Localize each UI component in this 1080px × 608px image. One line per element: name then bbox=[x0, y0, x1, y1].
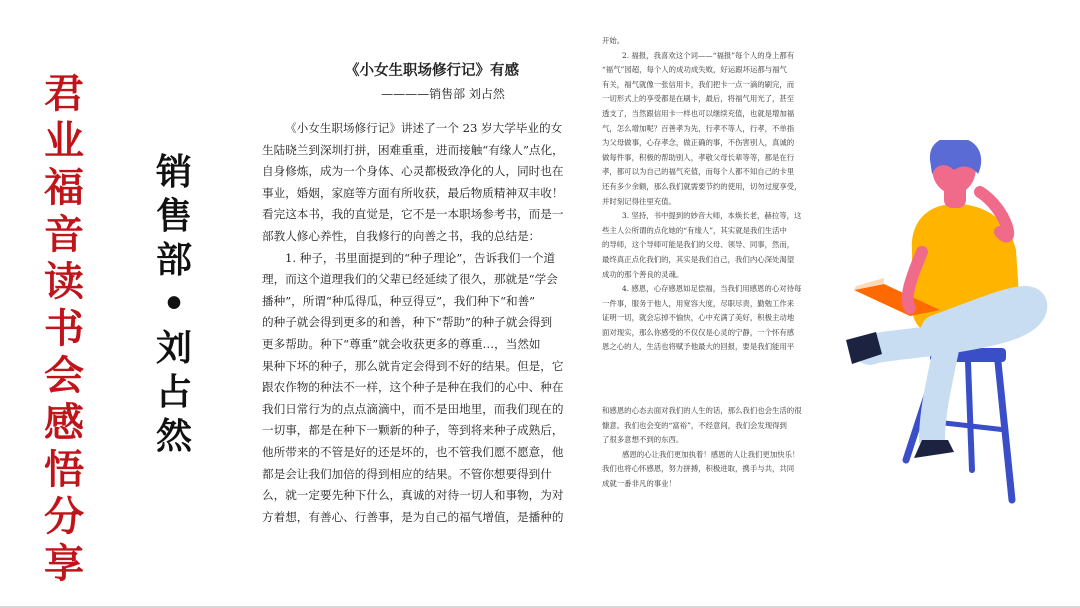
text-line: 4. 感恩，心存感恩如足偿福，当我们用感恩的心对待每 bbox=[622, 284, 802, 294]
event-title-char: 会 bbox=[44, 352, 84, 399]
text-line: 跟农作物的种法不一样，这个种子是种在我们的心中、种在 bbox=[262, 380, 564, 395]
event-title-char: 感 bbox=[44, 399, 84, 446]
text-line: 做每件事，积极的帮助别人，孝敬父母长辈等等，都是在行 bbox=[602, 152, 795, 162]
text-line: 理，而这个道理我们的父辈已经延续了很久，那就是“学会 bbox=[262, 272, 558, 287]
text-line: 事业，婚姻，家庭等方面有所收获，最后物质精神双丰收！ bbox=[262, 185, 564, 200]
text-line: 的导师，这个导师可能是我们的父母、领导、同事，然而， bbox=[602, 240, 795, 250]
text-line: 3. 坚持，书中提到的妙音大师，本焕长老，赫拉等，这 bbox=[622, 211, 802, 221]
text-line: 我们也将心怀感恩，努力拼搏，积极进取，携手与共，共同 bbox=[602, 464, 795, 474]
text-line: 1. 种子，书里面提到的“种子理论”，告诉我们一个道 bbox=[285, 250, 556, 265]
text-line: 看完这本书，我的直觉是，它不是一本职场参考书，而是一 bbox=[262, 207, 564, 222]
author-name-char: 刘 bbox=[155, 327, 192, 369]
author-name-char: 售 bbox=[155, 195, 192, 237]
text-line: 方着想，有善心、行善事，是为自己的福气增值，是播种的 bbox=[262, 509, 564, 524]
text-line: “福气”园超，每个人的成功成失败，好运跟坏运都与福气 bbox=[602, 65, 787, 75]
event-title-char: 福 bbox=[44, 164, 84, 211]
article-page-left bbox=[262, 58, 568, 568]
article-body bbox=[262, 118, 568, 528]
event-title-char: 音 bbox=[44, 211, 84, 258]
text-line: 还有多少余额，那么我们就需要节约的使用，切勿过度享受， bbox=[602, 181, 802, 191]
text-line: 面对现实，那么你感受的不仅仅是心灵的宁静，一个怀有感 bbox=[602, 327, 795, 337]
text-line: 感恩的心让我们更加执着！感恩的人让我们更加快乐！ bbox=[622, 449, 800, 459]
text-line: 更多帮助。种下“尊重”就会收获更多的尊重…，当然如 bbox=[262, 336, 541, 351]
event-title-char: 读 bbox=[44, 258, 84, 305]
reading-person-illustration bbox=[840, 140, 1050, 510]
text-line: 慷意。我们也会变的“富裕”，不经意间，我们会发现得到 bbox=[602, 420, 787, 430]
text-line: 的种子就会得到更多的和善，种下“帮助”的种子就会得到 bbox=[262, 315, 553, 330]
text-line: 恩之心的人，生活也将赋予他最大的回报，要是我们能用平 bbox=[602, 342, 795, 352]
text-line: 么，就一定要先种下什么，真诚的对待一切人和事物，为对 bbox=[262, 488, 564, 503]
author-name-vertical bbox=[148, 150, 200, 458]
article-title: 《小女生职场修行记》有感 bbox=[345, 62, 519, 79]
text-line: 《小女生职场修行记》讲述了一个 23 岁大学毕业的女 bbox=[285, 121, 563, 135]
text-line: 和感恩的心态去面对我们的人生的话，那么我们也会生活的很 bbox=[602, 406, 802, 415]
author-name-char: 部 bbox=[155, 239, 192, 281]
text-line: 成就一番非凡的事业！ bbox=[602, 478, 676, 488]
text-line: 透支了，当然跟信用卡一样也可以继续充值，也就是增加福 bbox=[602, 108, 795, 118]
article-page-end bbox=[602, 404, 832, 514]
text-line: 证明一切，就会忘掉不愉快，心中充满了美好，积极主动地 bbox=[602, 313, 795, 323]
text-line: 一件事，服务于他人，用宽容大度，尽职尽责，勤勉工作来 bbox=[602, 298, 795, 308]
text-line: 生陆晓兰到深圳打拼，困难重重，进而接触“有缘人”点化， bbox=[262, 142, 564, 157]
text-line: 2. 福报，我喜欢这个词——“福报”每个人的身上都有 bbox=[622, 50, 795, 60]
author-name-char: 然 bbox=[155, 415, 192, 457]
event-title-char: 悟 bbox=[44, 446, 84, 493]
text-line: 我们日常行为的点点滴滴中，而不是田地里，而我们现在的 bbox=[262, 401, 564, 416]
event-title-char: 书 bbox=[44, 305, 84, 352]
event-title-char: 君 bbox=[44, 70, 84, 117]
text-line: 了很多意想不到的东西。 bbox=[602, 435, 684, 445]
text-line: 成功的那个善良的灵魂。 bbox=[602, 269, 684, 279]
text-line: 一切形式上的享受都是在刷卡，最后，将福气用光了，甚至 bbox=[602, 94, 795, 104]
article-byline: ————销售部 刘占然 bbox=[381, 87, 505, 101]
text-line: 果种下坏的种子，那么就肯定会得到不好的结果。但是，它 bbox=[262, 358, 564, 373]
event-title-char: 业 bbox=[44, 117, 84, 164]
text-line: 些主人公所谓的点化她的“有缘人”，其实就是我们生活中 bbox=[602, 225, 787, 235]
text-line: 部教人修心养性，自我修行的向善之书，我的总结是： bbox=[262, 228, 541, 243]
event-title-char: 分 bbox=[44, 493, 84, 540]
text-line: 都是会让我们加倍的得到相应的结果。不管你想要得到什 bbox=[262, 466, 552, 481]
event-title-vertical bbox=[38, 70, 90, 587]
event-title-char: 享 bbox=[44, 540, 84, 587]
text-line: 有关，福气就像一张信用卡，我们把卡一点一滴的刷完，而 bbox=[602, 79, 795, 89]
text-line: 播种”，所谓“种瓜得瓜，种豆得豆”，我们种下“和善” bbox=[262, 293, 536, 308]
author-name-char: 占 bbox=[155, 371, 192, 413]
article-page-right bbox=[602, 34, 824, 374]
text-line: 自身修炼，成为一个身体、心灵都极致净化的人，同时也在 bbox=[262, 164, 564, 179]
article-conclusion bbox=[602, 404, 832, 492]
author-name-char: 销 bbox=[155, 151, 192, 193]
text-line: 一切事，都是在种下一颗新的种子，等到将来种子成熟后， bbox=[262, 423, 564, 438]
article-continued-body bbox=[602, 34, 824, 355]
text-line: 并时刻记得往里充值。 bbox=[602, 196, 676, 206]
text-line: 为父母做事，心存孝念，做正确的事，不伤害别人，真诚的 bbox=[602, 138, 795, 148]
author-name-char: • bbox=[162, 283, 186, 325]
text-line: 他所带来的不管是好的还是坏的，也不管我们愿不愿意，他 bbox=[262, 444, 564, 459]
text-line: 孝，都可以为自己的福气充值，而每个人都不知自己的卡里 bbox=[602, 167, 795, 177]
text-line: 气，怎么增加呢？百善孝为先，行孝不等人，行孝，不单指 bbox=[602, 123, 795, 133]
text-line: 最终真正点化我们的，其实是我们自己，我们内心深处渴望 bbox=[602, 254, 795, 264]
text-line: 开始。 bbox=[602, 36, 625, 45]
